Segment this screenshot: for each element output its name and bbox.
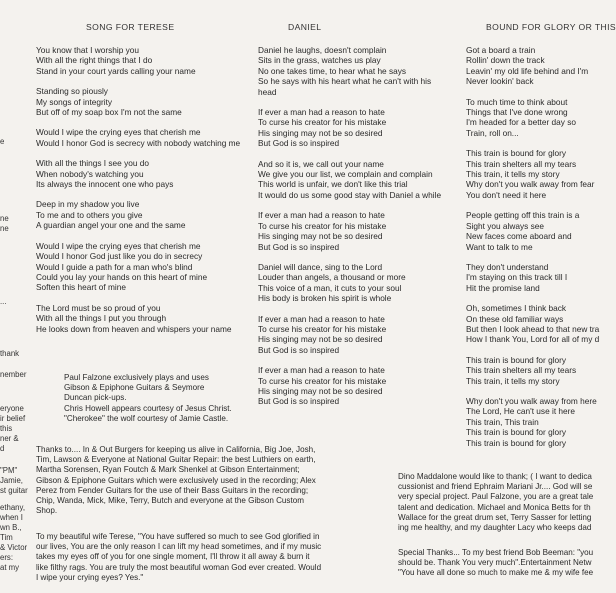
lyric-line: Daniel will dance, sing to the Lord	[258, 261, 383, 272]
dino-line: very special project. Paul Falzone, you are a great tale	[398, 492, 594, 502]
lyric-line: A guardian angel your one and the same	[36, 220, 186, 231]
lyric-line: So he says with his heart what he can't with his	[258, 76, 432, 87]
stanza	[466, 210, 599, 252]
fragment-line: nember	[0, 370, 27, 379]
dino-line: talent and dedication. Michael and Monica Betts for th	[398, 502, 591, 512]
lyric-line: Deep in my shadow you live	[36, 199, 140, 210]
credits-block	[64, 373, 232, 424]
lyric-line: We give you our list, we complain and complain	[258, 169, 433, 180]
lyric-line: Leavin' my old life behind and I'm	[466, 65, 589, 76]
lyric-line: Hit the promise land	[466, 282, 540, 293]
lyric-line: Want to talk to me	[466, 241, 533, 252]
cropped-text-fragment	[0, 503, 27, 573]
lyric-line: If ever a man had a reason to hate	[258, 313, 385, 324]
title-bound-for-glory: BOUND FOR GLORY OR THIS	[486, 22, 616, 32]
dedication-line: I wipe your crying eyes? Yes."	[36, 572, 144, 582]
stanza	[258, 365, 441, 407]
lyric-line: This train, it tells my story	[466, 375, 560, 386]
fragment-line: at my	[0, 563, 20, 572]
lyric-line: With all the right things that I do	[36, 55, 153, 66]
stanza	[258, 210, 441, 252]
stanza	[258, 107, 441, 149]
lyric-line: This voice of a man, it cuts to your soul	[258, 282, 402, 293]
special-thanks-line: should be. Thank You very much".Entertainment Netw	[398, 558, 592, 568]
lyric-line: It would do us some good stay with Daniel a while	[258, 189, 442, 200]
credit-line: Chris Howell appears courtesy of Jesus Christ.	[64, 403, 232, 413]
fragment-line: ne	[0, 214, 9, 223]
thanks-block	[36, 445, 316, 516]
stanza	[36, 199, 240, 230]
fragment-line: st guitar	[0, 486, 28, 495]
thanks-line: Tim, Lawson & Everyone at National Guitar Repair: the best Luthiers on earth,	[36, 455, 316, 465]
lyric-line: To me and to others you give	[36, 209, 143, 220]
title-daniel: DANIEL	[288, 22, 322, 32]
lyric-line: This train is bound for glory	[466, 354, 567, 365]
dino-thanks-block	[398, 472, 593, 533]
fragment-line: d	[0, 444, 5, 453]
credit-line: Paul Falzone exclusively plays and uses	[64, 373, 209, 382]
lyric-line: Train, roll on...	[466, 127, 519, 138]
lyric-line: Louder than angels, a thousand or more	[258, 272, 406, 283]
fragment-line: ner &	[0, 434, 19, 443]
title-song-for-terese: SONG FOR TERESE	[86, 22, 175, 32]
credit-line: Duncan pick-ups.	[64, 393, 127, 403]
cropped-text-fragment	[0, 404, 25, 454]
dedication-line: our lives, You are the only reason I can lift my head sometimes, and if my music	[36, 542, 322, 552]
fragment-line: ers:	[0, 553, 13, 562]
stanza	[466, 303, 599, 345]
lyric-line: But God is so inspired	[258, 344, 340, 355]
stanza	[36, 127, 240, 148]
lyric-line: His singing may not be so desired	[258, 334, 383, 345]
lyric-line: His singing may not be so desired	[258, 385, 383, 396]
lyric-line: This train shelters all my tears	[466, 365, 577, 376]
lyric-line: This train, it tells my story	[466, 169, 560, 180]
lyric-line: But then I look ahead to that new tra	[466, 323, 600, 334]
lyric-line: His body is broken his spirit is whole	[258, 293, 392, 304]
lyric-line: Its always the innocent one who pays	[36, 179, 174, 190]
lyric-line: Stand in your court yards calling your name	[36, 65, 196, 76]
lyric-line: On these old familiar ways	[466, 313, 564, 324]
lyric-line: But God is so inspired	[258, 396, 340, 407]
lyric-line: If ever a man had a reason to hate	[258, 365, 385, 376]
stanza	[466, 396, 599, 448]
cropped-text-fragment	[0, 466, 28, 496]
lyric-line: This train shelters all my tears	[466, 158, 577, 169]
lyric-line: This train is bound for glory	[466, 437, 567, 448]
lyric-line: Could you lay your hands on this heart of mine	[36, 271, 208, 282]
lyric-line: To curse his creator for his mistake	[258, 375, 387, 386]
cropped-text-fragment	[0, 349, 19, 359]
lyric-line: With all the things I see you do	[36, 158, 149, 169]
fragment-line: wn B.,	[0, 523, 22, 532]
cropped-text-fragment	[0, 137, 4, 147]
thanks-line: Perez from Fender Guitars for the use of their Bass Guitars in the recording;	[36, 485, 309, 495]
lyric-line: Things that I've done wrong	[466, 107, 568, 118]
lyric-line: Sits in the grass, watches us play	[258, 55, 381, 66]
special-thanks-line: "You have all done so much to make me & my wife fee	[398, 568, 594, 578]
lyric-line: With all the things I put you through	[36, 313, 167, 324]
special-thanks-block	[398, 548, 593, 579]
dino-line: ing me healthy, and my daughter Lacy who keeps dad	[398, 523, 592, 533]
credit-line: "Cherokee" the wolf courtesy of Jamie Castle.	[64, 413, 229, 423]
lyric-line: Why don't you walk away from fear	[466, 179, 595, 190]
lyrics-bound-for-glory	[466, 45, 599, 458]
lyric-line: Would I wipe the crying eyes that cherish me	[36, 240, 201, 251]
dino-line: cussionist and friend Ephraim Mariani Jr.... God will se	[398, 482, 593, 492]
thanks-line: Chip, Wanda, Mick, Mike, Terry, Butch and everyone at the Gibson Custom	[36, 496, 304, 506]
fragment-line: this	[0, 424, 13, 433]
dino-line: Dino Maddalone would like to thank; ( I want to dedica	[398, 472, 592, 481]
lyric-line: To much time to think about	[466, 96, 568, 107]
lyric-line: Would I guide a path for a man who's blind	[36, 261, 193, 272]
stanza	[36, 241, 240, 293]
lyric-line: The Lord, He can't use it here	[466, 406, 576, 417]
fragment-line: thank	[0, 349, 20, 358]
stanza	[258, 262, 441, 304]
stanza	[258, 45, 441, 97]
thanks-line: Martha Sorensen, Ryan Foutch & Mark Shenkel at Gibson Entertainment;	[36, 465, 300, 475]
lyric-line: But God is so inspired	[258, 138, 340, 149]
lyric-line: People getting off this train is a	[466, 210, 580, 221]
lyric-line: New faces come aboard and	[466, 231, 572, 242]
lyric-line: This train, This train	[466, 416, 539, 427]
lyric-line: Would I honor God just like you do in secrecy	[36, 251, 203, 262]
stanza	[466, 355, 599, 386]
lyric-line: You know that I worship you	[36, 45, 140, 55]
stanza	[466, 262, 599, 293]
lyric-line: Why don't you walk away from here	[466, 395, 597, 406]
fragment-line: ir belief	[0, 414, 26, 423]
lyric-line: Daniel he laughs, doesn't complain	[258, 45, 387, 55]
stanza	[466, 97, 599, 139]
fragment-line: eryone	[0, 404, 24, 413]
fragment-line: "PM"	[0, 466, 18, 475]
fragment-line: & Victor	[0, 543, 28, 552]
lyric-line: head	[258, 86, 277, 97]
stanza	[36, 86, 240, 117]
stanza	[36, 158, 240, 189]
thanks-line: Shop.	[36, 506, 58, 516]
lyric-line: Got a board a train	[466, 45, 536, 55]
lyric-line: You don't need it here	[466, 189, 547, 200]
thanks-line: Thanks to.... In & Out Burgers for keeping us alive in California, Big Joe, Josh,	[36, 445, 316, 454]
thanks-line: Gibson & Epiphone Guitars which were exclusively used in the recording; Alex	[36, 475, 316, 485]
lyric-line: This train is bound for glory	[466, 148, 567, 159]
lyric-line: This world is unfair, we don't like this trial	[258, 179, 408, 190]
fragment-line: ...	[0, 297, 7, 306]
lyric-line: How I thank You, Lord for all of my d	[466, 334, 600, 345]
lyric-line: Never lookin' back	[466, 76, 534, 87]
lyric-line: The Lord must be so proud of you	[36, 302, 161, 313]
stanza	[258, 314, 441, 356]
lyric-line: This train is bound for glory	[466, 427, 567, 438]
wife-dedication-block	[36, 532, 321, 583]
fragment-line: ethany,	[0, 503, 25, 512]
lyric-line: If ever a man had a reason to hate	[258, 107, 385, 118]
lyric-line: Would I honor God is secrecy with nobody watching me	[36, 137, 241, 148]
lyric-line: Rollin' down the track	[466, 55, 545, 66]
lyric-line: But off of my soap box I'm not the same	[36, 107, 182, 118]
lyric-line: I'm staying on this track till I	[466, 272, 568, 283]
lyric-line: Sight you always see	[466, 220, 544, 231]
cropped-text-fragment	[0, 370, 26, 380]
lyric-line: Would I wipe the crying eyes that cherish me	[36, 127, 201, 138]
lyric-line: To curse his creator for his mistake	[258, 220, 387, 231]
lyric-line: No one takes time, to hear what he says	[258, 65, 407, 76]
lyric-line: And so it is, we call out your name	[258, 158, 384, 169]
lyric-line: I'm headed for a better day so	[466, 117, 576, 128]
special-thanks-line: Special Thanks... To my best friend Bob Beeman: "you	[398, 548, 594, 557]
stanza	[466, 45, 599, 87]
dedication-line: takes my eyes off of you for one single moment, I'll throw it all away & burn it	[36, 552, 310, 562]
credit-line: Gibson & Epiphone Guitars & Seymore	[64, 383, 205, 393]
lyric-line: His singing may not be so desired	[258, 231, 383, 242]
stanza	[36, 303, 240, 334]
stanza	[466, 148, 599, 200]
lyric-line: To curse his creator for his mistake	[258, 117, 387, 128]
lyric-line: My songs of integrity	[36, 96, 113, 107]
stanza	[258, 159, 441, 201]
fragment-line: e	[0, 137, 5, 146]
stanza	[36, 45, 240, 76]
lyric-line: Soften this heart of mine	[36, 282, 126, 293]
lyrics-daniel	[258, 45, 441, 417]
cropped-text-fragment	[0, 214, 9, 234]
lyric-line: Standing so piously	[36, 86, 108, 97]
cropped-text-fragment	[0, 297, 7, 307]
lyric-line: But God is so inspired	[258, 241, 340, 252]
lyric-line: He looks down from heaven and whispers your name	[36, 323, 232, 334]
lyric-line: When nobody's watching you	[36, 168, 144, 179]
dino-line: Wallace for the great drum set, Terry Sasser for letting	[398, 512, 592, 522]
fragment-line: when I	[0, 513, 23, 522]
lyric-line: His singing may not be so desired	[258, 127, 383, 138]
fragment-line: Jamie,	[0, 476, 23, 485]
dedication-line: like filthy rags. You are truly the most beautiful woman God ever created. Would	[36, 562, 322, 572]
lyric-line: Oh, sometimes I think back	[466, 303, 567, 314]
fragment-line: ne	[0, 224, 9, 233]
lyric-line: To curse his creator for his mistake	[258, 323, 387, 334]
lyrics-song-for-terese	[36, 45, 240, 344]
dedication-line: To my beautiful wife Terese, "You have suffered so much to see God glorified in	[36, 532, 320, 541]
fragment-line: Tim	[0, 533, 13, 542]
lyric-line: They don't understand	[466, 261, 549, 272]
lyric-line: If ever a man had a reason to hate	[258, 210, 385, 221]
